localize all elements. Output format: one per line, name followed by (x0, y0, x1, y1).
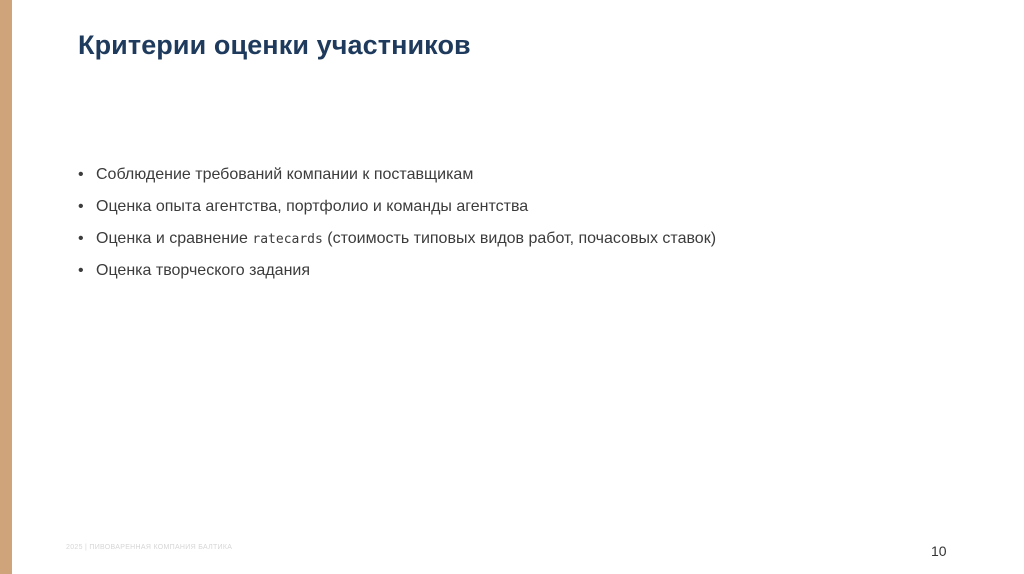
bullet-item (78, 224, 716, 256)
bullet-dot-icon: • (78, 262, 84, 279)
footer-text: 2025 | ПИВОВАРЕННАЯ КОМПАНИЯ БАЛТИКА (66, 544, 233, 551)
bullet-text: Оценка творческого задания (96, 262, 310, 279)
page-number: 10 (931, 543, 947, 559)
bullet-text: Оценка опыта агентства, портфолио и команды агентства (96, 198, 529, 215)
bullet-list (78, 160, 716, 288)
bullet-dot-icon: • (78, 166, 84, 183)
bullet-text-after: (стоимость типовых видов работ, почасовых ставок) (322, 230, 717, 247)
bullet-item (78, 192, 716, 224)
bullet-dot-icon: • (78, 230, 84, 247)
bullet-item (78, 256, 716, 288)
bullet-dot-icon: • (78, 198, 84, 215)
bullet-text-before: Оценка и сравнение (96, 230, 253, 247)
slide-title: Критерии оценки участников (78, 30, 471, 60)
accent-bar (0, 0, 12, 574)
bullet-text: Соблюдение требований компании к поставщикам (96, 166, 474, 183)
bullet-item (78, 160, 716, 192)
ratecards-term: ratecards (252, 232, 323, 247)
